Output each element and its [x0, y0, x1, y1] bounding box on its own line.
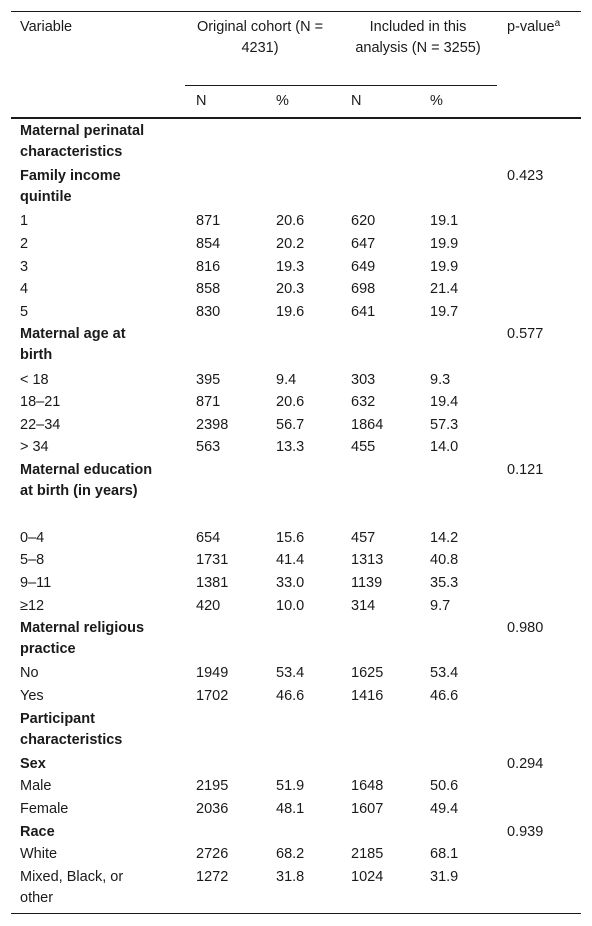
cell-pct-included: 19.1 [430, 213, 459, 230]
cell-pct-original: 51.9 [276, 778, 305, 795]
cell-n-included: 314 [351, 597, 376, 614]
cell-n-original: 858 [196, 281, 221, 298]
cell-n-included: 649 [351, 258, 376, 275]
row-label: 0–4 [20, 529, 45, 546]
row-label: 5 [20, 303, 29, 320]
cell-pct-original: 20.3 [276, 281, 305, 298]
cell-pct-original: 15.6 [276, 529, 305, 546]
cell-pvalue: 0.980 [507, 620, 544, 637]
row-label: Sex [20, 755, 46, 772]
top-rule [11, 11, 581, 12]
cell-pct-included: 46.6 [430, 688, 459, 704]
cell-n-included: 1625 [351, 665, 384, 682]
cell-pct-original: 20.6 [276, 213, 305, 230]
cell-n-included: 457 [351, 529, 376, 546]
header-included: Included in this analysis (N = 3255) [355, 19, 481, 56]
cell-pvalue: 0.577 [507, 326, 544, 343]
cell-n-included: 1024 [351, 868, 384, 885]
cell-n-original: 654 [196, 529, 221, 546]
cell-n-original: 854 [196, 236, 221, 252]
cell-n-original: 563 [196, 439, 221, 456]
cell-pct-included: 40.8 [430, 552, 459, 569]
cell-n-original: 816 [196, 258, 221, 275]
row-label: Mixed, Black, or other [20, 868, 124, 906]
cell-pct-original: 68.2 [276, 846, 305, 863]
header-variable: Variable [20, 19, 73, 35]
cell-pct-included: 19.7 [430, 303, 459, 320]
cell-pct-included: 31.9 [430, 868, 459, 885]
row-label: White [20, 846, 58, 863]
cell-n-included: 1648 [351, 778, 384, 795]
cell-pct-included: 19.9 [430, 236, 459, 252]
cell-pct-original: 33.0 [276, 575, 305, 591]
cell-pct-original: 19.6 [276, 303, 305, 320]
row-label: 3 [20, 258, 29, 275]
cell-pct-included: 9.7 [430, 597, 451, 614]
cell-pvalue: 0.423 [507, 168, 544, 185]
cell-pct-original: 20.6 [276, 394, 305, 411]
cell-n-original: 1731 [196, 552, 229, 569]
cell-pct-included: 49.4 [430, 801, 459, 817]
cell-n-included: 647 [351, 236, 376, 252]
cell-pct-original: 13.3 [276, 439, 305, 456]
cell-n-original: 1272 [196, 868, 229, 885]
header-pvalue-label: p-value [507, 19, 555, 35]
header-pct-original: % [276, 93, 289, 109]
header-bottom-rule [11, 117, 581, 119]
cell-pvalue: 0.121 [507, 462, 544, 478]
cell-n-original: 1949 [196, 665, 229, 682]
cell-pct-original: 20.2 [276, 236, 305, 252]
cell-n-included: 303 [351, 371, 376, 388]
cell-pvalue: 0.939 [507, 823, 544, 840]
cell-pct-included: 68.1 [430, 846, 459, 863]
cell-n-included: 1313 [351, 552, 384, 569]
cell-n-included: 641 [351, 303, 376, 320]
row-label: 2 [20, 236, 29, 252]
cell-n-original: 420 [196, 597, 221, 614]
cell-pct-included: 19.9 [430, 258, 459, 275]
row-label: < 18 [20, 371, 49, 388]
cell-n-included: 1139 [351, 575, 383, 591]
cell-pct-included: 14.0 [430, 439, 459, 456]
cell-n-included: 2185 [351, 846, 384, 863]
cell-pct-original: 46.6 [276, 688, 305, 704]
cell-n-original: 2726 [196, 846, 229, 863]
row-label: Female [20, 801, 69, 817]
cell-pct-original: 19.3 [276, 258, 305, 275]
cell-n-original: 871 [196, 213, 221, 230]
cell-pct-original: 53.4 [276, 665, 305, 682]
cell-n-included: 1607 [351, 801, 384, 817]
cell-pct-included: 53.4 [430, 665, 459, 682]
cell-n-original: 1381 [196, 575, 229, 591]
cell-pct-included: 9.3 [430, 371, 451, 388]
cell-n-original: 2398 [196, 416, 229, 433]
cell-n-original: 2195 [196, 778, 229, 795]
row-label: Maternal perinatal characteristics [20, 123, 145, 160]
cell-n-original: 830 [196, 303, 221, 320]
row-label: 4 [20, 281, 29, 298]
row-label: Yes [20, 688, 44, 704]
row-label: 5–8 [20, 552, 45, 569]
row-label: Family income quintile [20, 168, 121, 206]
cell-pct-original: 41.4 [276, 552, 305, 569]
cell-pct-original: 56.7 [276, 416, 305, 433]
row-label: Race [20, 823, 55, 840]
cell-pct-included: 57.3 [430, 416, 459, 433]
cell-n-original: 395 [196, 371, 221, 388]
cell-n-included: 1416 [351, 688, 384, 704]
cell-n-included: 1864 [351, 416, 384, 433]
row-label: No [20, 665, 39, 682]
cell-pct-original: 31.8 [276, 868, 305, 885]
cell-pct-original: 10.0 [276, 597, 305, 614]
cell-pvalue: 0.294 [507, 755, 544, 772]
row-label: 9–11 [20, 575, 52, 591]
header-sub-rule [185, 85, 497, 86]
row-label: Maternal age at birth [20, 326, 126, 364]
cell-n-included: 620 [351, 213, 376, 230]
cell-n-included: 632 [351, 394, 376, 411]
header-pvalue [507, 17, 560, 38]
header-n-included: N [351, 93, 362, 109]
bottom-rule [11, 913, 581, 914]
row-label: 22–34 [20, 416, 61, 433]
row-label: ≥12 [20, 597, 45, 614]
header-n-original: N [196, 93, 207, 109]
cell-n-included: 698 [351, 281, 376, 298]
row-label: Participant characteristics [20, 710, 123, 748]
cell-pct-included: 14.2 [430, 529, 459, 546]
row-label: Maternal religious practice [20, 620, 145, 658]
cell-pct-original: 9.4 [276, 371, 297, 388]
cell-pct-included: 35.3 [430, 575, 459, 591]
header-original-cohort: Original cohort (N = 4231) [196, 19, 324, 56]
row-label: Maternal education at birth (in years) [20, 462, 153, 499]
row-label: 1 [20, 213, 29, 230]
header-pvalue-footnote: a [554, 18, 561, 29]
row-label: 18–21 [20, 394, 61, 411]
cell-n-original: 2036 [196, 801, 229, 817]
cell-n-original: 1702 [196, 688, 229, 704]
cell-pct-original: 48.1 [276, 801, 305, 817]
row-label: Male [20, 778, 52, 795]
cell-n-included: 455 [351, 439, 376, 456]
cell-pct-included: 21.4 [430, 281, 459, 298]
row-label: > 34 [20, 439, 49, 456]
cell-n-original: 871 [196, 394, 221, 411]
cell-pct-included: 50.6 [430, 778, 459, 795]
cell-pct-included: 19.4 [430, 394, 459, 411]
header-pct-included: % [430, 93, 443, 109]
